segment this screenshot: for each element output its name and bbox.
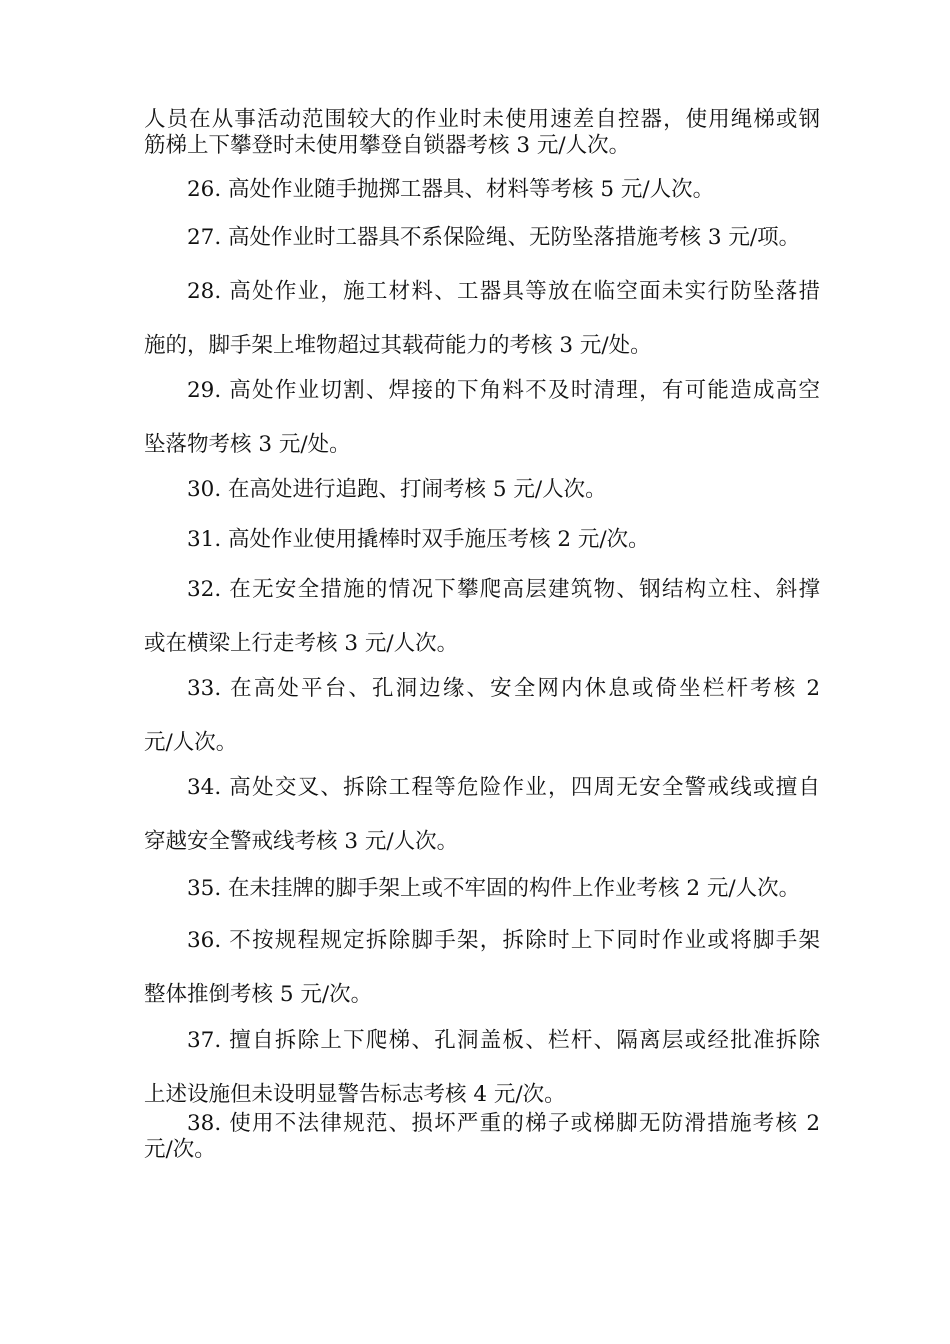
paragraph-item-27 [144,221,820,255]
text-line: 29. 高处作业切割、焊接的下角料不及时清理，有可能造成高空 [187,378,820,403]
text-line: 35. 在未挂牌的脚手架上或不牢固的构件上作业考核 2 元/人次。 [187,876,801,901]
paragraph-item-32 [144,573,820,661]
text-line: 上述设施但未设明显警告标志考核 4 元/次。 [144,1082,566,1107]
paragraph-item-37 [144,1024,820,1112]
text-line: 施的，脚手架上堆物超过其载荷能力的考核 3 元/处。 [144,333,652,358]
paragraph-item-26 [144,173,820,207]
text-line: 坠落物考核 3 元/处。 [144,432,351,457]
text-line: 元/次。 [144,1137,216,1162]
paragraph-item-31 [144,523,820,557]
paragraph-item-36 [144,924,820,1012]
text-line: 36. 不按规程规定拆除脚手架，拆除时上下同时作业或将脚手架 [187,928,820,953]
paragraph-item-34 [144,771,820,859]
text-line: 整体推倒考核 5 元/次。 [144,982,373,1007]
paragraph-item-33 [144,672,820,760]
text-line: 30. 在高处进行追跑、打闹考核 5 元/人次。 [187,477,607,502]
text-line: 元/人次。 [144,730,238,755]
text-line: 33. 在高处平台、孔洞边缘、安全网内休息或倚坐栏杆考核 2 [187,676,820,701]
paragraph-item-35 [144,872,820,906]
text-line: 或在横梁上行走考核 3 元/人次。 [144,631,459,656]
paragraph-item-29 [144,374,820,462]
text-line: 37. 擅自拆除上下爬梯、孔洞盖板、栏杆、隔离层或经批准拆除 [187,1028,820,1053]
text-line: 31. 高处作业使用撬棒时双手施压考核 2 元/次。 [187,527,650,552]
text-line: 人员在从事活动范围较大的作业时未使用速差自控器，使用绳梯或钢 [144,107,820,132]
text-line: 34. 高处交叉、拆除工程等危险作业，四周无安全警戒线或擅自 [187,775,820,800]
text-line: 27. 高处作业时工器具不系保险绳、无防坠落措施考核 3 元/项。 [187,225,801,250]
paragraph-item-28 [144,275,820,363]
paragraph-item-38 [144,1111,820,1163]
paragraph-item-30 [144,473,820,507]
text-line: 26. 高处作业随手抛掷工器具、材料等考核 5 元/人次。 [187,177,715,202]
text-line: 38. 使用不法律规范、损坏严重的梯子或梯脚无防滑措施考核 2 [187,1111,820,1136]
paragraph-continuation [144,107,820,159]
text-line: 筋梯上下攀登时未使用攀登自锁器考核 3 元/人次。 [144,133,631,158]
text-line: 32. 在无安全措施的情况下攀爬高层建筑物、钢结构立柱、斜撑 [187,577,820,602]
text-line: 28. 高处作业，施工材料、工器具等放在临空面未实行防坠落措 [187,279,820,304]
text-line: 穿越安全警戒线考核 3 元/人次。 [144,829,459,854]
